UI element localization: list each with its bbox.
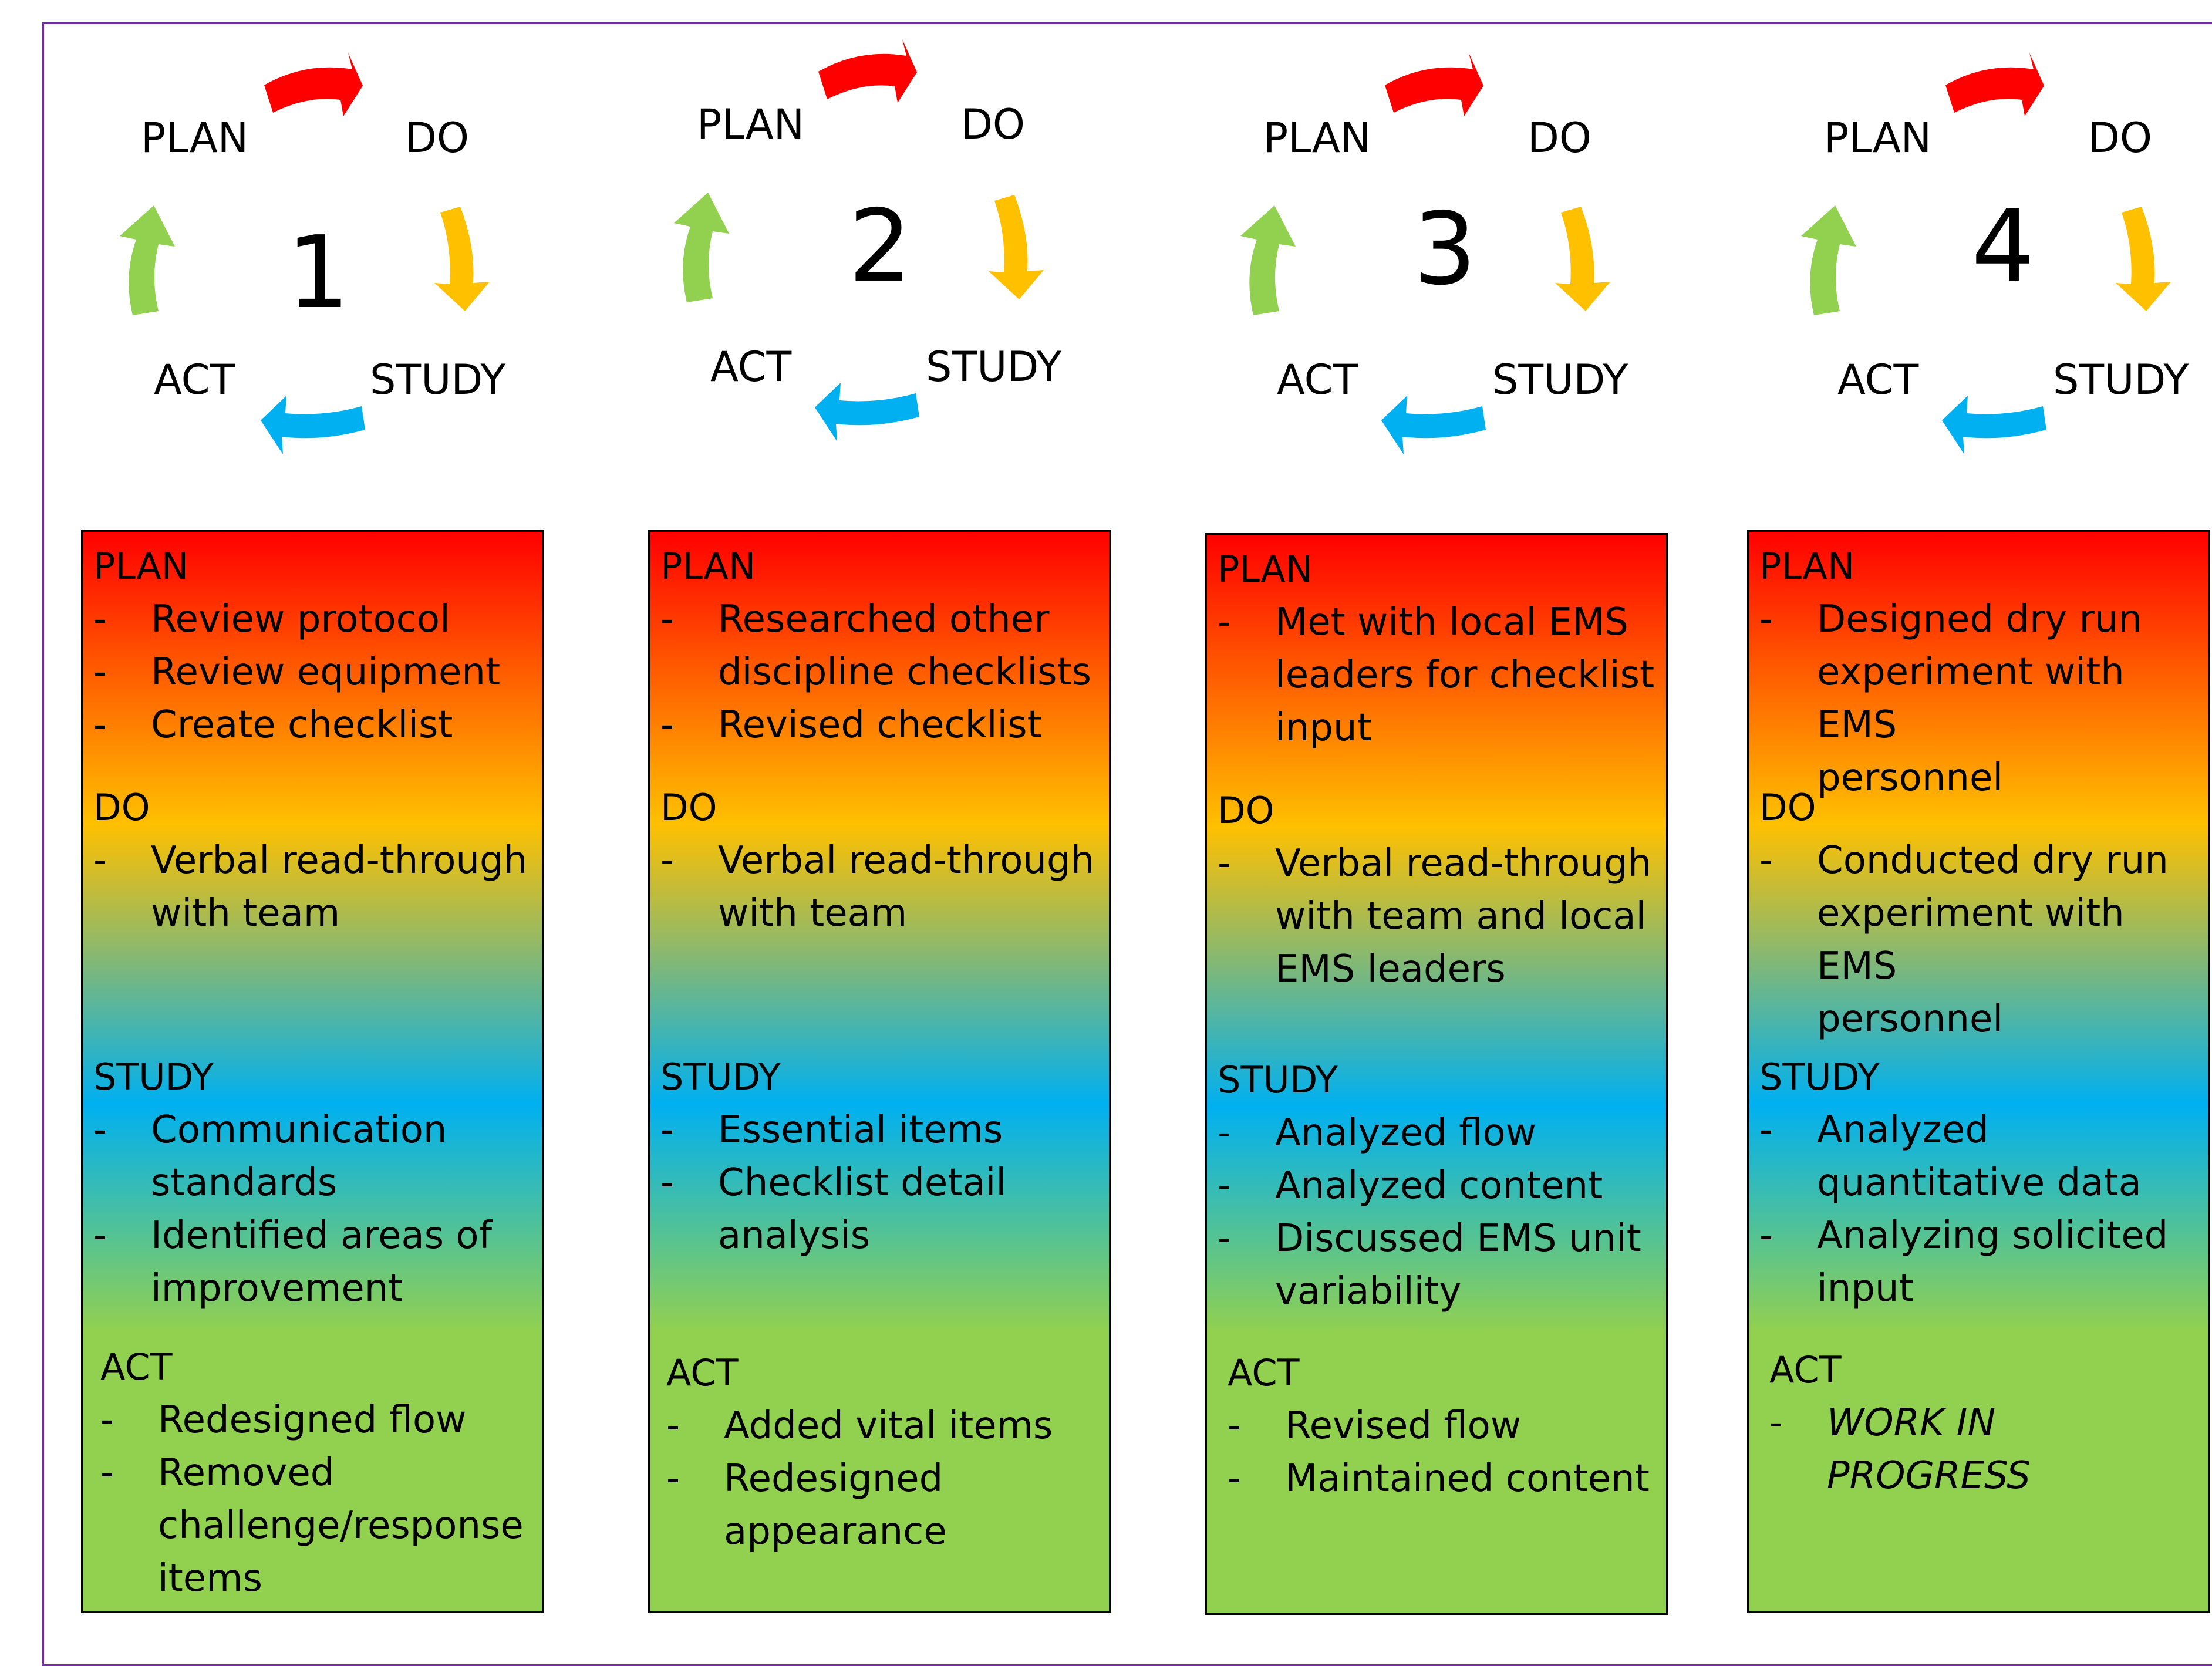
list-item-text: Verbal read-through with team [718,839,1095,935]
section-heading: DO [1218,789,1274,832]
study-section [93,1051,538,1315]
plan-do-arrow [818,39,917,103]
plan-section [1218,543,1663,754]
do-label: DO [2088,114,2152,162]
do-section [1759,781,2204,1046]
cycle-number: 1 [286,215,350,331]
cycle-number: 3 [1413,191,1477,308]
list-item-text: Met with local EMS leaders for checklist input [1275,601,1655,750]
pdsa-cycle-2 [599,0,1068,470]
act-plan-arrow [1801,205,1856,315]
list-item: - Communication standards [93,1104,538,1209]
list-item-text: Checklist detail analysis [718,1161,1007,1257]
list-item: - Analyzed content [1218,1159,1663,1212]
cycle-4-detail-box [1747,530,2210,1613]
section-heading: ACT [1769,1348,1842,1391]
plan-do-arrow [1385,53,1483,116]
cycle-2-detail-box [648,530,1111,1613]
do-label: DO [961,100,1025,149]
do-section [93,781,538,940]
list-item-text: Discussed EMS unit variability [1275,1217,1641,1313]
section-heading: ACT [100,1345,173,1388]
list-item: - Verbal read-through with team [93,834,538,940]
list-item: - Review protocol [93,593,538,646]
section-heading: ACT [1228,1351,1300,1394]
plan-label: PLAN [141,114,249,162]
section-heading: DO [93,786,150,829]
list-item-text: Redesigned flow [158,1398,467,1442]
list-item-text: Analyzed flow [1275,1111,1536,1155]
do-study-arrow [989,195,1044,299]
list-item: - Revised flow [1228,1399,1663,1452]
section-heading: PLAN [1218,548,1313,591]
list-item-text: Researched other discipline checklists [718,598,1091,694]
list-item: - Added vital items [666,1399,1105,1452]
cycle-1-detail-box [81,530,544,1613]
list-item-text: Verbal read-through with team and local EMS leaders [1275,842,1652,991]
list-item: - Removed challenge/response items [100,1446,538,1605]
do-study-arrow [1555,207,1610,311]
study-label: STUDY [370,356,506,404]
list-item: - Analyzed flow [1218,1107,1663,1159]
list-item: - Revised checklist [660,699,1105,751]
list-item-text: Revised flow [1285,1404,1522,1448]
list-item: - Redesigned appearance [666,1452,1105,1558]
study-section [660,1051,1105,1262]
list-item-text: Review protocol [151,598,450,641]
do-label: DO [405,114,469,162]
act-plan-arrow [674,193,729,302]
act-plan-arrow [120,205,175,315]
list-item-text: Redesigned appearance [724,1457,947,1553]
act-section [100,1341,538,1605]
study-act-arrow [1942,396,2046,454]
list-item: - Checklist detail analysis [660,1156,1105,1262]
plan-label: PLAN [1824,114,1932,162]
list-item: - Conducted dry run experiment with EMS personnel [1759,834,2204,1046]
list-item: - Create checklist [93,699,538,751]
list-item-text: Analyzing solicited input [1817,1214,2169,1310]
list-item: - Redesigned flow [100,1394,538,1446]
plan-section [1759,540,2204,804]
list-item-text: WORK IN PROGRESS [1827,1401,2031,1498]
pdsa-cycle-3 [1165,0,1635,470]
act-section [666,1347,1105,1558]
study-label: STUDY [926,343,1062,391]
do-study-arrow [434,207,490,311]
list-item-text: Analyzed quantitative data [1817,1108,2142,1205]
section-heading: PLAN [660,545,756,588]
cycle-number: 4 [1971,188,2035,305]
list-item-text: Added vital items [724,1404,1053,1448]
list-item-text: Verbal read-through with team [151,839,528,935]
list-item-text: Removed challenge/response items [158,1451,524,1600]
study-section [1759,1051,2204,1315]
section-heading: STUDY [660,1055,781,1098]
list-item: - Discussed EMS unit variability [1218,1212,1663,1318]
list-item-text: Maintained content [1285,1457,1650,1500]
list-item-text: Analyzed content [1275,1164,1603,1208]
list-item: - Review equipment [93,646,538,699]
list-item-text: Review equipment [151,650,501,694]
list-item-text: Create checklist [151,703,453,747]
act-label: ACT [710,343,792,391]
act-label: ACT [154,356,235,404]
pdsa-cycle-4 [1726,0,2196,470]
cycle-number: 2 [848,188,912,305]
act-label: ACT [1277,356,1358,404]
do-study-arrow [2116,207,2171,311]
section-heading: STUDY [1759,1055,1880,1098]
list-item-text: Communication standards [151,1108,447,1205]
do-section [660,781,1105,940]
list-item-text: Conducted dry run experiment with EMS personnel [1817,839,2169,1041]
study-act-arrow [261,396,365,454]
list-item: - Met with local EMS leaders for checklist input [1218,596,1663,754]
list-item: - Verbal read-through with team and local EMS leaders [1218,837,1663,996]
do-label: DO [1528,114,1591,162]
list-item: - Analyzing solicited input [1759,1209,2204,1315]
act-section [1228,1347,1663,1505]
list-item: - Identified areas of improvement [93,1209,538,1315]
do-section [1218,784,1663,996]
section-heading: DO [1759,786,1816,829]
study-section [1218,1054,1663,1318]
section-heading: DO [660,786,717,829]
cycle-3-detail-box [1205,533,1668,1615]
section-heading: PLAN [93,545,189,588]
act-label: ACT [1837,356,1919,404]
list-item-text: Revised checklist [718,703,1042,747]
study-act-arrow [1381,396,1486,454]
list-item: - Verbal read-through with team [660,834,1105,940]
section-heading: ACT [666,1351,739,1394]
plan-do-arrow [264,53,363,116]
plan-label: PLAN [1263,114,1371,162]
pdsa-cycle-1 [41,0,511,470]
study-label: STUDY [1492,356,1628,404]
plan-section [93,540,538,751]
list-item: - Essential items [660,1104,1105,1156]
section-heading: STUDY [93,1055,214,1098]
list-item: - Maintained content [1228,1452,1663,1505]
plan-label: PLAN [697,100,805,149]
section-heading: STUDY [1218,1058,1338,1101]
plan-section [660,540,1105,751]
section-heading: PLAN [1759,545,1855,588]
act-plan-arrow [1240,205,1296,315]
study-label: STUDY [2053,356,2189,404]
plan-do-arrow [1945,53,2044,116]
list-item-text: Essential items [718,1108,1003,1152]
cycle-arrows [599,0,1068,470]
list-item-text: Identified areas of improvement [151,1214,493,1310]
act-section [1769,1344,2204,1502]
list-item: - WORK IN PROGRESS [1769,1397,2204,1502]
list-item: - Researched other discipline checklists [660,593,1105,699]
list-item: - Analyzed quantitative data [1759,1104,2204,1209]
list-item-text: Designed dry run experiment with EMS personnel [1817,598,2142,800]
list-item: - Designed dry run experiment with EMS personnel [1759,593,2204,804]
study-act-arrow [815,383,919,441]
